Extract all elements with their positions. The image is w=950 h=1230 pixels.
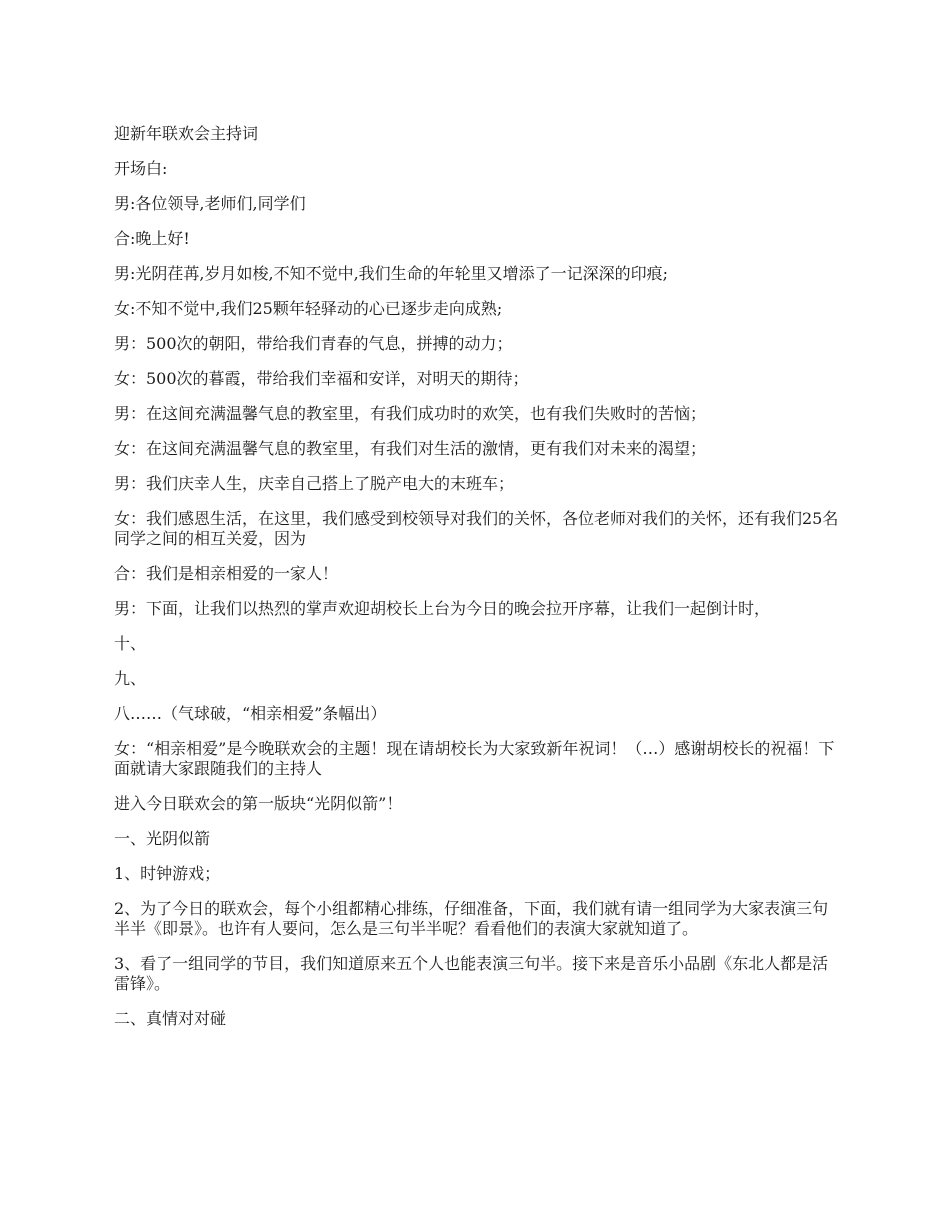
dialogue-line: 女：500次的暮霞，带给我们幸福和安详，对明天的期待； (114, 369, 529, 388)
dialogue-line: 男:各位领导,老师们,同学们 (114, 194, 306, 213)
program-item: 1、时钟游戏； (114, 864, 221, 883)
program-item: 3、看了一组同学的节目，我们知道原来五个人也能表演三句半。接下来是音乐小品剧《东北人都是活雷锋》。 (114, 954, 829, 993)
dialogue-line: 女:不知不觉中,我们25颗年轻驿动的心已逐步走向成熟; (114, 299, 503, 318)
section-heading: 二、真情对对碰 (114, 1009, 227, 1028)
dialogue-line: 男：我们庆幸人生，庆幸自己搭上了脱产电大的末班车； (114, 474, 515, 493)
document-page (114, 124, 840, 1044)
countdown-line: 十、 (114, 634, 147, 653)
dialogue-line: 进入今日联欢会的第一版块“光阴似箭”！ (114, 794, 403, 813)
dialogue-line: 合：我们是相亲相爱的一家人！ (114, 564, 339, 583)
dialogue-line: 女：在这间充满温馨气息的教室里，有我们对生活的激情，更有我们对未来的渴望； (114, 439, 707, 458)
countdown-line: 八……（气球破，“相亲相爱”条幅出） (114, 704, 387, 723)
document-title: 迎新年联欢会主持词 (114, 124, 259, 143)
dialogue-line: 男：在这间充满温馨气息的教室里，有我们成功时的欢笑，也有我们失败时的苦恼； (114, 404, 707, 423)
dialogue-line: 男：500次的朝阳，带给我们青春的气息，拼搏的动力； (114, 334, 513, 353)
program-item: 2、为了今日的联欢会，每个小组都精心排练，仔细准备，下面，我们就有请一组同学为大家表演三句半半《即景》。也许有人要问，怎么是三句半半呢？看看他们的表演大家就知道了。 (114, 899, 829, 938)
section-label-opening: 开场白: (114, 159, 168, 178)
dialogue-line: 男：下面，让我们以热烈的掌声欢迎胡校长上台为今日的晚会拉开序幕，让我们一起倒计时， (114, 599, 771, 618)
dialogue-line: 合:晚上好! (114, 229, 190, 248)
dialogue-line: 女：我们感恩生活，在这里，我们感受到校领导对我们的关怀，各位老师对我们的关怀，还有我们25名同学之间的相互关爱，因为 (114, 509, 839, 548)
dialogue-line: 女：“相亲相爱”是今晚联欢会的主题！现在请胡校长为大家致新年祝词！（…）感谢胡校长的祝福！下面就请大家跟随我们的主持人 (114, 739, 835, 778)
section-heading: 一、光阴似箭 (114, 829, 211, 848)
dialogue-line: 男:光阴荏苒,岁月如梭,不知不觉中,我们生命的年轮里又增添了一记深深的印痕; (114, 264, 669, 283)
countdown-line: 九、 (114, 669, 147, 688)
